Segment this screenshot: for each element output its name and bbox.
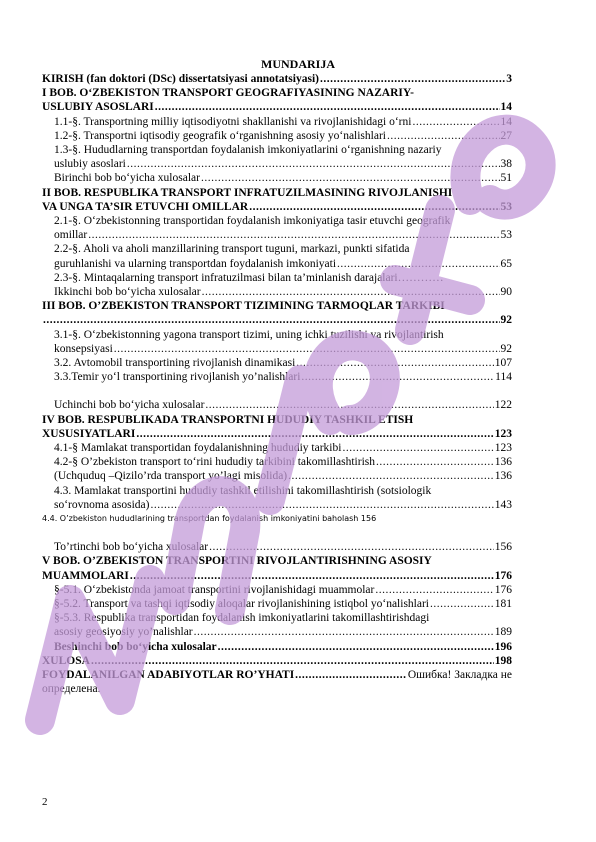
toc-leader-dots	[205, 398, 493, 412]
toc-page-number: 196	[494, 640, 512, 653]
toc-entry-text: I BOB. O‘ZBEKISTON TRANSPORT GEOGRAFIYASINING NAZARIY-	[42, 87, 414, 100]
toc-page-number: 143	[494, 498, 512, 511]
toc-entry[interactable]	[42, 413, 512, 427]
toc-entry[interactable]	[42, 455, 512, 469]
toc-entry-text: Beshinchi bob bo‘yicha xulosalar	[54, 640, 217, 653]
toc-entry[interactable]	[42, 115, 512, 129]
toc-entry-text: so‘rovnoma asosida)	[54, 498, 150, 511]
toc-entry-text: §-5.1. O‘zbekistonda jamoat transportini rivojlanishidagi muammolar	[54, 583, 375, 596]
toc-entry-text: 4.1-§ Mamlakat transportidan foydalanishning hududiy tarkibi	[54, 442, 342, 455]
toc-page-number: 123	[494, 427, 512, 440]
toc-entry-text: XULOSA	[42, 654, 90, 667]
toc-leader-dots	[194, 625, 494, 639]
toc-entry[interactable]	[42, 157, 512, 171]
toc-leader-dots	[209, 540, 494, 554]
toc-entry-text: Birinchi bob bo‘yicha xulosalar	[54, 172, 200, 185]
toc-leader-dots	[114, 342, 500, 356]
toc-title: MUNDARIJA	[261, 57, 335, 71]
toc-entry[interactable]	[42, 242, 512, 256]
toc-entry[interactable]	[42, 583, 512, 597]
toc-page-number: 107	[494, 357, 512, 370]
toc-entry	[42, 526, 512, 540]
toc-page-number: 90	[500, 286, 512, 299]
toc-entry	[42, 384, 512, 398]
toc-entry-text: III BOB. O’ZBEKISTON TRANSPORT TIZIMINING TARMOQLAR TARKIBI	[42, 300, 445, 313]
toc-leader-dots	[43, 313, 500, 327]
toc-leader-dots	[320, 72, 505, 86]
toc-entry[interactable]	[42, 597, 512, 611]
toc-entry[interactable]	[42, 285, 512, 299]
toc-entry-text: asosiy geosiyosiy yo’nalishlar	[54, 626, 193, 639]
toc-entry[interactable]	[42, 668, 512, 682]
toc-entry[interactable]	[42, 625, 512, 639]
toc-leader-dots	[342, 441, 493, 455]
toc-entry-text: To’rtinchi bob bo‘yicha xulosalar	[54, 541, 209, 554]
toc-entry[interactable]	[42, 654, 512, 668]
toc-page-number: 14	[500, 115, 512, 128]
toc-entry[interactable]	[42, 143, 512, 157]
toc-entry[interactable]	[42, 554, 512, 568]
toc-leader-dots	[288, 469, 494, 483]
toc-entry[interactable]	[42, 342, 512, 356]
toc-entry[interactable]	[42, 569, 512, 583]
toc-leader-dots	[127, 157, 500, 171]
toc-leader-dots	[201, 171, 500, 185]
toc-page-number: 198	[494, 654, 512, 667]
toc-page-number: 51	[500, 172, 512, 185]
toc-entry[interactable]	[42, 398, 512, 412]
toc-leader-dots	[202, 285, 500, 299]
toc-entry[interactable]	[42, 356, 512, 370]
toc-page-number: 181	[494, 597, 512, 610]
toc-entry-text: V BOB. O’ZBEKISTON TRANSPORTINI RIVOJLANTIRISHNING ASOSIY	[42, 555, 432, 568]
toc-page-number: 136	[494, 470, 512, 483]
toc-entry-text: KIRISH (fan doktori (DSc) dissertatsiyasi annotatsiyasi)	[42, 73, 319, 85]
toc-entry-text: 2.3-§. Mintaqalarning transport infratuzilmasi bilan ta’minlanish darajalari…………	[54, 271, 444, 284]
toc-entry-text: VA UNGA TA’SIR ETUVCHI OMILLAR	[42, 200, 249, 213]
toc-entry[interactable]	[42, 370, 512, 384]
toc-entry[interactable]	[42, 186, 512, 200]
toc-entry-text: USLUBIY ASOSLARI	[42, 101, 154, 114]
toc-entry[interactable]	[42, 100, 512, 114]
toc-page-number: 176	[494, 583, 512, 596]
toc-entry[interactable]	[42, 299, 512, 313]
toc-leader-dots	[337, 257, 499, 271]
toc-page-number: 27	[500, 129, 512, 142]
toc-page-number: 92	[500, 342, 512, 355]
toc-leader-dots	[218, 640, 494, 654]
toc-entry-text: §-5.2. Transport va tashqi iqtisodiy aloqalar rivojlanishining istiqbol yo‘nalishlari	[54, 597, 429, 610]
toc-entry[interactable]	[42, 540, 512, 554]
toc-entry-text: 1.2-§. Transportni iqtisodiy geografik o‘rganishning asosiy yo‘nalishlari	[54, 129, 386, 142]
toc-leader-dots	[387, 129, 500, 143]
toc-entry[interactable]	[42, 611, 512, 625]
toc-entry[interactable]	[42, 257, 512, 271]
bookmark-error-continuation: определена.	[42, 683, 101, 696]
toc-entry-text: Uchinchi bob bo‘yicha xulosalar	[54, 399, 205, 412]
toc-entry-text: 4.4. O’zbekiston hududlarining transportdan foydalanish imkoniyatini baholash 156	[42, 514, 377, 524]
toc-entry[interactable]	[42, 171, 512, 185]
toc-entry-text: konsepsiyasi	[54, 342, 113, 355]
toc-entry[interactable]	[42, 228, 512, 242]
toc-entry-text: (Uchquduq –Qizilo’rda transport yo’lagi misolida)	[54, 470, 288, 483]
toc-leader-dots	[375, 583, 493, 597]
toc-entry-text: 3.1-§. O‘zbekistonning yagona transport tizimi, uning ichki tuzilishi va rivojlantirish	[54, 328, 444, 341]
toc-entry-text: Ikkinchi bob bo‘yicha xulosalar	[54, 286, 201, 299]
toc-leader-dots	[151, 498, 494, 512]
toc-entry[interactable]	[42, 469, 512, 483]
toc-entry[interactable]	[42, 271, 512, 285]
toc-entry-text: §-5.3. Respublika transportidan foydalanish imkoniyatlarini takomillashtirishdagi	[54, 612, 430, 625]
toc-entry-text: 2.2-§. Aholi va aholi manzillarining transport tuguni, markazi, punkti sifatida	[54, 243, 410, 256]
toc-entry-text: guruhlanishi va ularning transportdan foydalanish imkoniyati	[54, 257, 337, 270]
toc-entry-text: FOYDALANILGAN ADABIYOTLAR RO’YHATI	[42, 668, 295, 681]
toc-entry[interactable]	[42, 72, 512, 86]
toc-entry[interactable]	[42, 512, 512, 526]
toc-page-number: 114	[495, 371, 512, 384]
toc-leader-dots	[412, 115, 499, 129]
toc-page-number: 123	[494, 442, 512, 455]
page-number: 2	[42, 796, 48, 808]
toc-entry[interactable]	[42, 86, 512, 100]
toc-entry[interactable]	[42, 129, 512, 143]
toc-entry-text: 4.2-§ O’zbekiston transport to‘rini hududiy tarkibini takomillashtirish	[54, 456, 375, 469]
toc-leader-dots	[295, 668, 407, 682]
toc-leader-dots	[130, 569, 494, 583]
toc-page-number: 176	[494, 569, 512, 582]
toc-entry-text: XUSUSIYATLARI	[42, 427, 136, 440]
toc-leader-dots	[376, 455, 494, 469]
toc-entry[interactable]	[42, 200, 512, 214]
toc-entry-text: IV BOB. RESPUBLIKADA TRANSPORTNI HUDUDIY TASHKIL ETISH	[42, 413, 414, 426]
toc-leader-dots	[91, 654, 494, 668]
toc-page-number: 53	[500, 200, 512, 213]
toc-entry-text: omillar	[54, 229, 88, 242]
toc-leader-dots	[249, 200, 499, 214]
toc-entry-text: uslubiy asoslari	[54, 158, 126, 171]
toc-entry-text: 3.3.Temir yo‘l transportining rivojlanish yo’nalishlari	[54, 371, 301, 384]
toc-page-number: 122	[494, 399, 512, 412]
toc-entry-text: 2.1-§. O‘zbekistonning transportidan foydalanish imkoniyatiga tasir etuvchi geografik	[54, 215, 451, 228]
toc-entry[interactable]	[42, 313, 512, 327]
toc-entry[interactable]	[42, 484, 512, 498]
toc-entry[interactable]	[42, 328, 512, 342]
toc-entry-text: 4.3. Mamlakat transportini hududiy tashkil etilishini takomillashtirish (sotsiologik	[54, 484, 432, 497]
toc-page-number: 92	[500, 314, 512, 327]
toc-page-number: 189	[494, 626, 512, 639]
toc-page-number: 65	[500, 257, 512, 270]
toc-entry[interactable]	[42, 441, 512, 455]
toc-page-number: 3	[506, 73, 512, 85]
toc-leader-dots	[155, 100, 500, 114]
toc-entry[interactable]	[42, 640, 512, 654]
toc-entry[interactable]	[42, 214, 512, 228]
toc-page-number: 136	[494, 456, 512, 469]
toc-entry-text: MUAMMOLARI	[42, 569, 129, 582]
toc-leader-dots	[136, 427, 493, 441]
toc-page-number: 156	[494, 541, 512, 554]
toc-leader-dots	[430, 597, 494, 611]
table-of-contents	[42, 72, 512, 696]
toc-page-number: 53	[500, 229, 512, 242]
toc-entry-text: II BOB. RESPUBLIKA TRANSPORT INFRATUZILMASINING RIVOJLANISHI	[42, 186, 453, 199]
bookmark-error-text: Ошибка! Закладка не	[407, 668, 512, 681]
toc-entry[interactable]	[42, 498, 512, 512]
toc-leader-dots	[296, 356, 493, 370]
toc-leader-dots	[301, 370, 494, 384]
toc-entry-text: 1.1-§. Transportning milliy iqtisodiyotni shakllanishi va rivojlanishidagi o‘rni	[54, 115, 412, 128]
toc-page-number: 14	[500, 101, 512, 114]
toc-page-number: 38	[500, 158, 512, 171]
toc-entry-text: 1.3-§. Hududlarning transportdan foydalanish imkoniyatlarini o‘rganishning nazariy	[54, 144, 442, 157]
toc-entry[interactable]	[42, 427, 512, 441]
toc-leader-dots	[88, 228, 499, 242]
toc-entry-text: 3.2. Avtomobil transportining rivojlanish dinamikasi	[54, 357, 296, 370]
